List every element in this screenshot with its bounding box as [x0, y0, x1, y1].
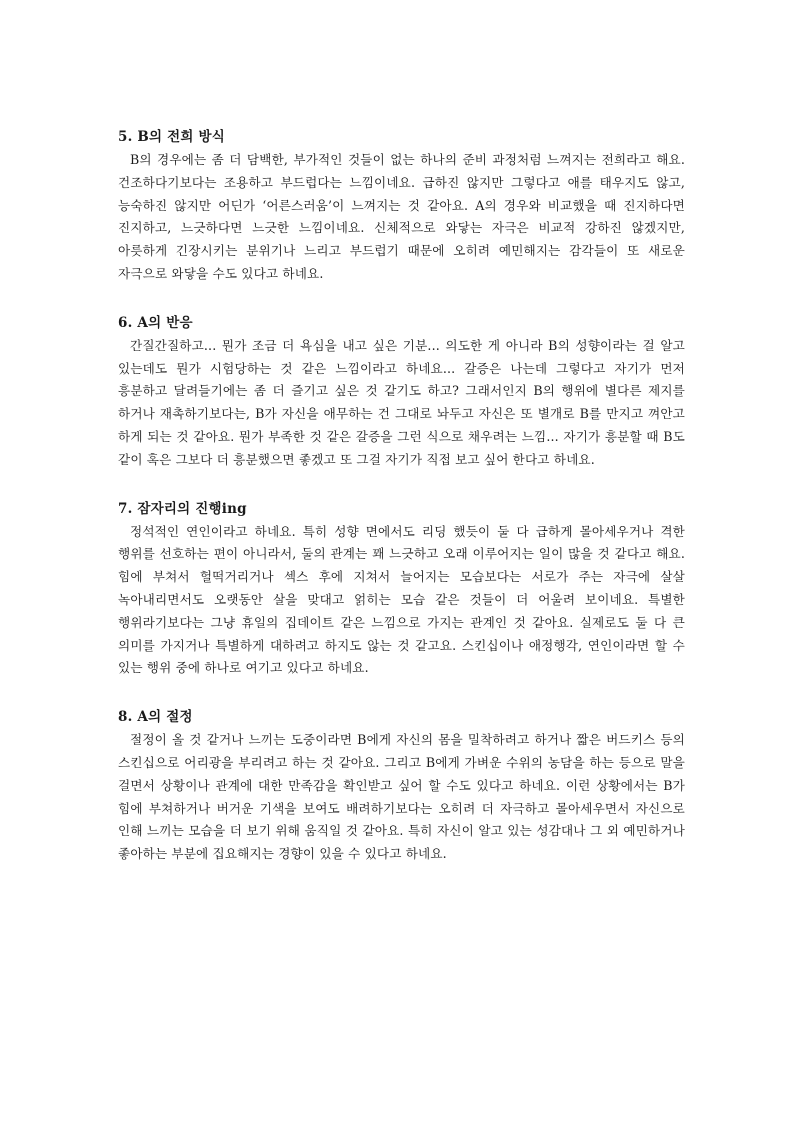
section-a-reaction [118, 314, 685, 472]
section-progression [118, 500, 685, 681]
document-page [118, 128, 685, 894]
section-a-climax [118, 708, 685, 866]
section-body: 정석적인 연인이라고 하네요. 특히 성향 면에서도 리딩 했듯이 둘 다 급하게 몰아세우거나 격한 행위를 선호하는 편이 아니라서, 둘의 관계는 꽤 느긋하고 오래 이루어지는 일이 많을 것 같다고 해요. 힘에 부쳐서 헐떡거리거나 섹스 후에 지쳐서 늘어지는 모습보다는 서로가 주는 자극에 살살 녹아내리면서도 오랫동안 살을 맞대고 얽히는 모습 같은 것들이 더 어울려 보이네요. 특별한 행위라기보다는 그냥 휴일의 집데이트 같은 느낌으로 가지는 관계인 것 같아요. 실제로도 둘 다 큰 의미를 가지거나 특별하게 대하려고 하지도 않는 것 같고요. 스킨십이나 애정행각, 연인이라면 할 수 있는 행위 중에 하나로 여기고 있다고 하네요. [118, 523, 685, 676]
section-heading: 6. A의 반응 [118, 314, 193, 331]
section-heading: 8. A의 절정 [118, 709, 193, 726]
section-body: 절정이 올 것 같거나 느끼는 도중이라면 B에게 자신의 몸을 밀착하려고 하거나 짧은 버드키스 등의 스킨십으로 어리광을 부리려고 하는 것 같아요. 그리고 B에게 가벼운 수위의 농담을 하는 등으로 말을 걸면서 상황이나 관계에 대한 만족감을 확인받고 싶어 할 수도 있다고 하네요. 이런 상황에서는 B가 힘에 부쳐하거나 버거운 기색을 보여도 배려하기보다는 오히려 더 자극하고 몰아세우면서 자신으로 인해 느끼는 모습을 더 보기 위해 움직일 것 같아요. 특히 자신이 알고 있는 성감대나 그 외 예민하거나 좋아하는 부분에 집요해지는 경향이 있을 수 있다고 하네요. [118, 732, 685, 862]
section-heading: 5. B의 전희 방식 [118, 129, 226, 145]
section-b-foreplay-style [118, 128, 685, 286]
section-body: B의 경우에는 좀 더 담백한, 부가적인 것들이 없는 하나의 준비 과정처럼 느껴지는 전희라고 해요. 건조하다기보다는 조용하고 부드럽다는 느낌이네요. 급하진 않지만 그렇다고 애를 태우지도 않고, 능숙하진 않지만 어딘가 ‘어른스러움’이 느껴지는 것 같아요. A의 경우와 비교했을 때 진지하다면 진지하고, 느긋하다면 느긋한 느낌이네요. 신체적으로 와닿는 자극은 비교적 강하진 않겠지만, 아릇하게 긴장시키는 분위기나 느리고 부드럽기 때문에 오히려 예민해지는 감각들이 또 새로운 자극으로 와닿을 수도 있다고 하네요. [118, 152, 685, 281]
section-heading: 7. 잠자리의 진행ing [118, 500, 247, 517]
section-body: 간질간질하고... 뭔가 조금 더 욕심을 내고 싶은 기분... 의도한 게 아니라 B의 성향이라는 걸 알고 있는데도 뭔가 시험당하는 것 같은 느낌이라고 하네요... 갈증은 나는데 그렇다고 자기가 먼저 흥분하고 달려들기에는 좀 더 즐기고 싶은 것 같기도 하고? 그래서인지 B의 행위에 별다른 제지를 하거나 재촉하기보다는, B가 자신을 애무하는 건 그대로 놔두고 자신은 또 별개로 B를 만지고 껴안고 하게 되는 것 같아요. 뭔가 부족한 것 같은 갈증을 그런 식으로 채우려는 느낌... 자기가 흥분할 때 B도 같이 혹은 그보다 더 흥분했으면 좋겠고 또 그걸 자기가 직접 보고 싶어 한다고 하네요. [118, 337, 685, 467]
